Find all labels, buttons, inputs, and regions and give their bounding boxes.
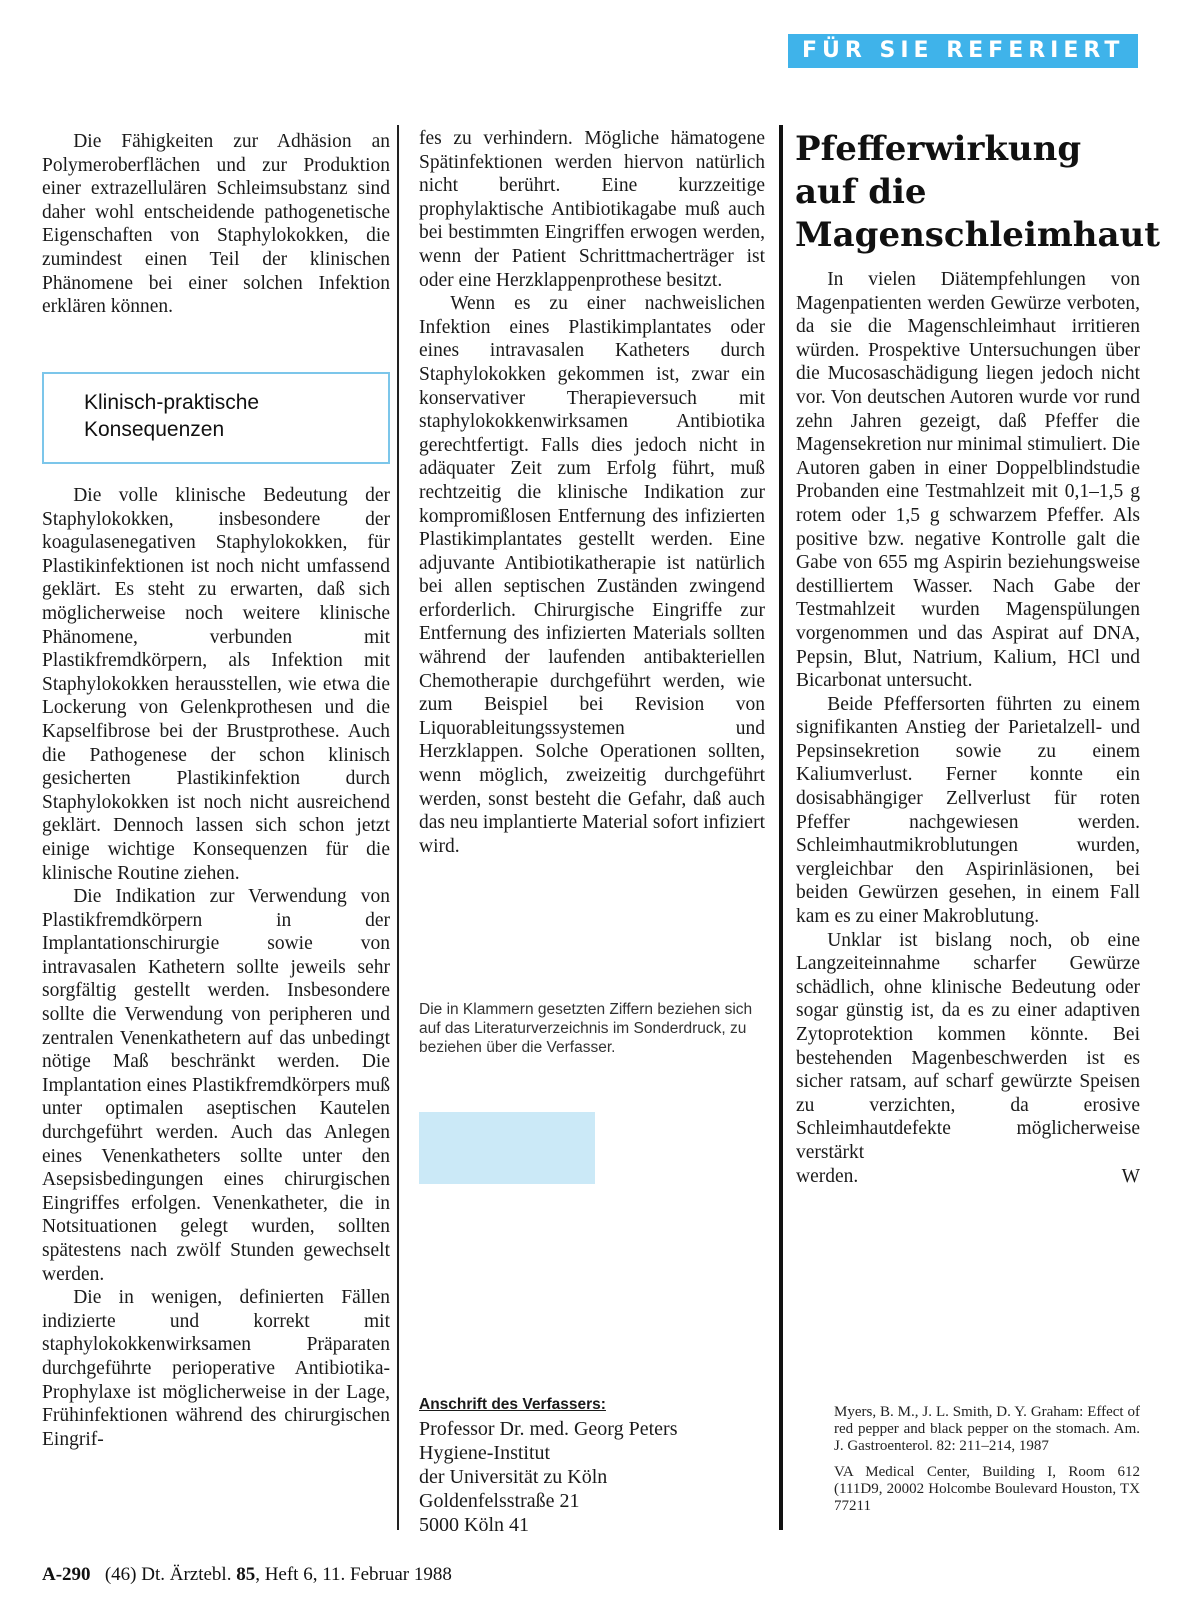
column-divider-left — [397, 125, 399, 1530]
page-footer — [42, 1564, 452, 1586]
footnote: Die in Klammern gesetzten Ziffern beziehen sich auf das Literaturverzeichnis im Sonderdruck, zu beziehen über die Verfasser. — [419, 1001, 753, 1056]
paragraph-end — [796, 1165, 1140, 1189]
subheading — [84, 389, 259, 443]
paragraph: Die Fähigkeiten zur Adhäsion an Polymeroberflächen und zur Produktion einer extrazellulären Schleimsubstanz sind daher wohl entscheidende pathogenetische Eigenschaften von Staphylokokken, die zumindest einen Teil der klinischen Phänomene bei einer solchen Infektion erklären können. — [42, 131, 390, 318]
address-label: Anschrift des Verfassers: — [419, 1396, 606, 1413]
headline-line: Pfefferwirkung — [795, 129, 1082, 169]
subheading-line: Konsequenzen — [84, 418, 225, 441]
address-line: Professor Dr. med. Georg Peters — [419, 1418, 678, 1440]
journal-volume: 85 — [236, 1564, 256, 1585]
paragraph-end-text: werden. — [796, 1165, 859, 1187]
address-line: Hygiene-Institut — [419, 1442, 551, 1464]
section-banner: FÜR SIE REFERIERT — [788, 34, 1138, 68]
address-line: der Universität zu Köln — [419, 1466, 608, 1488]
references — [834, 1404, 1140, 1524]
author-address — [419, 1396, 779, 1537]
reference-address: VA Medical Center, Building I, Room 612 (111D9, 20002 Holcombe Boulevard Houston, TX 77211 — [834, 1464, 1140, 1514]
column-1-intro — [42, 130, 390, 319]
article-headline — [795, 128, 1160, 257]
author-initial: W — [1121, 1165, 1140, 1187]
address-line: Goldenfelsstraße 21 — [419, 1490, 580, 1512]
subheading-line: Klinisch-praktische — [84, 391, 260, 414]
paragraph: Die volle klinische Bedeutung der Staphylokokken, insbesondere der koagulasenegativen Staphylokokken, für Plastikinfektionen ist noch nicht umfassend geklärt. Es steht zu erwarten, daß sich möglicherweise noch weitere klinische Phänomene, verbunden mit Plastikfremdkörpern, als Infektion mit Staphylokokken herausstellen, wie etwa die Lockerung von Gelenkprothesen und die Kapselfibrose bei der Brustprothese. Auch die Pathogenese der schon klinisch gesicherten Plastikinfektion durch Staphylokokken ist noch nicht ausreichend geklärt. Dennoch lassen sich schon jetzt einige wichtige Konsequenzen für die klinische Routine ziehen. — [42, 485, 390, 884]
column-1-body — [42, 484, 390, 1451]
paragraph: Wenn es zu einer nachweislichen Infektion eines Plastikimplantates oder eines intravasalen Katheters durch Staphylokokken gekommen ist, zwar ein konservativer Therapieversuch mit staphylokokkenwirksamen Antibiotika gerechtfertigt. Falls dies jedoch nicht in adäquater Zeit zum Erfolg führt, muß rechtzeitig die klinische Indikation zur kompromißlosen Entfernung des infizierten Plastikimplantates gestellt werden. Eine adjuvante Antibiotikatherapie ist natürlich bei allen septischen Zuständen zwingend erforderlich. Chirurgische Eingriffe zur Entfernung des infizierten Materials sollten während der laufenden antibakteriellen Chemotherapie durchgeführt werden, wie zum Beispiel bei Revision von Liquorableitungssystemen und Herzklappen. Solche Operationen sollten, wenn möglich, zweizeitig durchgeführt werden, sonst besteht die Gefahr, daß auch das neu implantierte Material sofort infiziert wird. — [419, 293, 766, 857]
column-divider-right — [779, 125, 783, 1530]
column-3-body — [796, 268, 1140, 1188]
subheading-box — [42, 372, 390, 464]
paragraph: In vielen Diätempfehlungen von Magenpatienten werden Gewürze verboten, da sie die Magenschleimhaut irritieren würden. Prospektive Untersuchungen über die Mucosaschädigung liegen jedoch nicht vor. Von deutschen Autoren wurde vor rund zehn Jahren gezeigt, daß Pfeffer die Magensekretion nur minimal stimuliert. Die Autoren gaben in einer Doppelblindstudie Probanden eine Testmahlzeit mit 0,1–1,5 g rotem oder 1,5 g schwarzem Pfeffer. Als positive bzw. negative Kontrolle galt die Gabe von 655 mg Aspirin beziehungsweise destilliertem Wasser. Nach Gabe der Testmahlzeit wurden Magenspülungen vorgenommen und das Aspirat auf DNA, Pepsin, Blut, Natrium, Kalium, HCl und Bicarbonat untersucht. — [796, 269, 1140, 692]
address-line: 5000 Köln 41 — [419, 1514, 529, 1536]
headline-line: Magenschleimhaut — [795, 215, 1160, 255]
paragraph: Unklar ist bislang noch, ob eine Langzeiteinnahme scharfer Gewürze schädlich, ohne klinische Bedeutung oder sogar günstig ist, da es zu einer adaptiven Zytoprotektion kommen könnte. Bei bestehenden Magenbeschwerden ist es sicher ratsam, auf scharf gewürzte Speisen zu verzichten, da erosive Schleimhautdefekte möglicherweise verstärkt — [796, 929, 1140, 1163]
journal-issue-date: , Heft 6, 11. Februar 1988 — [255, 1564, 452, 1585]
reference-citation: Myers, B. M., J. L. Smith, D. Y. Graham: Effect of red pepper and black pepper on the stomach. Am. J. Gastroenterol. 82: 211–214, 1987 — [834, 1404, 1140, 1454]
decorative-color-block — [419, 1112, 595, 1184]
headline-line: auf die — [795, 172, 927, 212]
journal-issue: (46) Dt. Ärztebl. — [104, 1564, 232, 1585]
paragraph: Die Indikation zur Verwendung von Plastikfremdkörpern in der Implantationschirurgie sowie von intravasalen Kathetern sollte jeweils sehr sorgfältig gestellt werden. Insbesondere sollte die Verwendung von peripheren und zentralen Venenkathetern auf das unbedingt nötige Maß beschränkt werden. Die Implantation eines Plastikfremdkörpers muß unter optimalen aseptischen Kautelen durchgeführt werden. Auch das Anlegen eines Venenkatheters sollte unter den Asepsisbedingungen eines chirurgischen Eingriffes erfolgen. Venenkatheter, die in Notsituationen gelegt wurden, sollten spätestens nach zwölf Stunden gewechselt werden. — [42, 886, 390, 1285]
paragraph: fes zu verhindern. Mögliche hämatogene Spätinfektionen werden hiervon natürlich nicht berührt. Eine kurzzeitige prophylaktische Antibiotikagabe muß auch bei bestimmten Eingriffen erwogen werden, wenn der Patient Schrittmacherträger ist oder eine Herzklappenprothese besitzt. — [419, 128, 765, 291]
paragraph: Die in wenigen, definierten Fällen indizierte und korrekt mit staphylokokkenwirksamen Präparaten durchgeführte perioperative Antibiotika-Prophylaxe ist möglicherweise in der Lage, Frühinfektionen während des chirurgischen Eingrif- — [42, 1287, 390, 1450]
page-code: A-290 — [42, 1564, 91, 1585]
column-2-body — [419, 127, 765, 858]
paragraph: Beide Pfeffersorten führten zu einem signifikanten Anstieg der Parietalzell- und Pepsinsekretion sowie zu einem Kaliumverlust. Ferner konnte ein dosisabhängiger Zellverlust für roten Pfeffer nachgewiesen werden. Schleimhautmikroblutungen wurden, vergleichbar den Aspirinläsionen, bei beiden Gewürzen gesehen, in einem Fall kam es zu einer Makroblutung. — [796, 693, 1140, 928]
